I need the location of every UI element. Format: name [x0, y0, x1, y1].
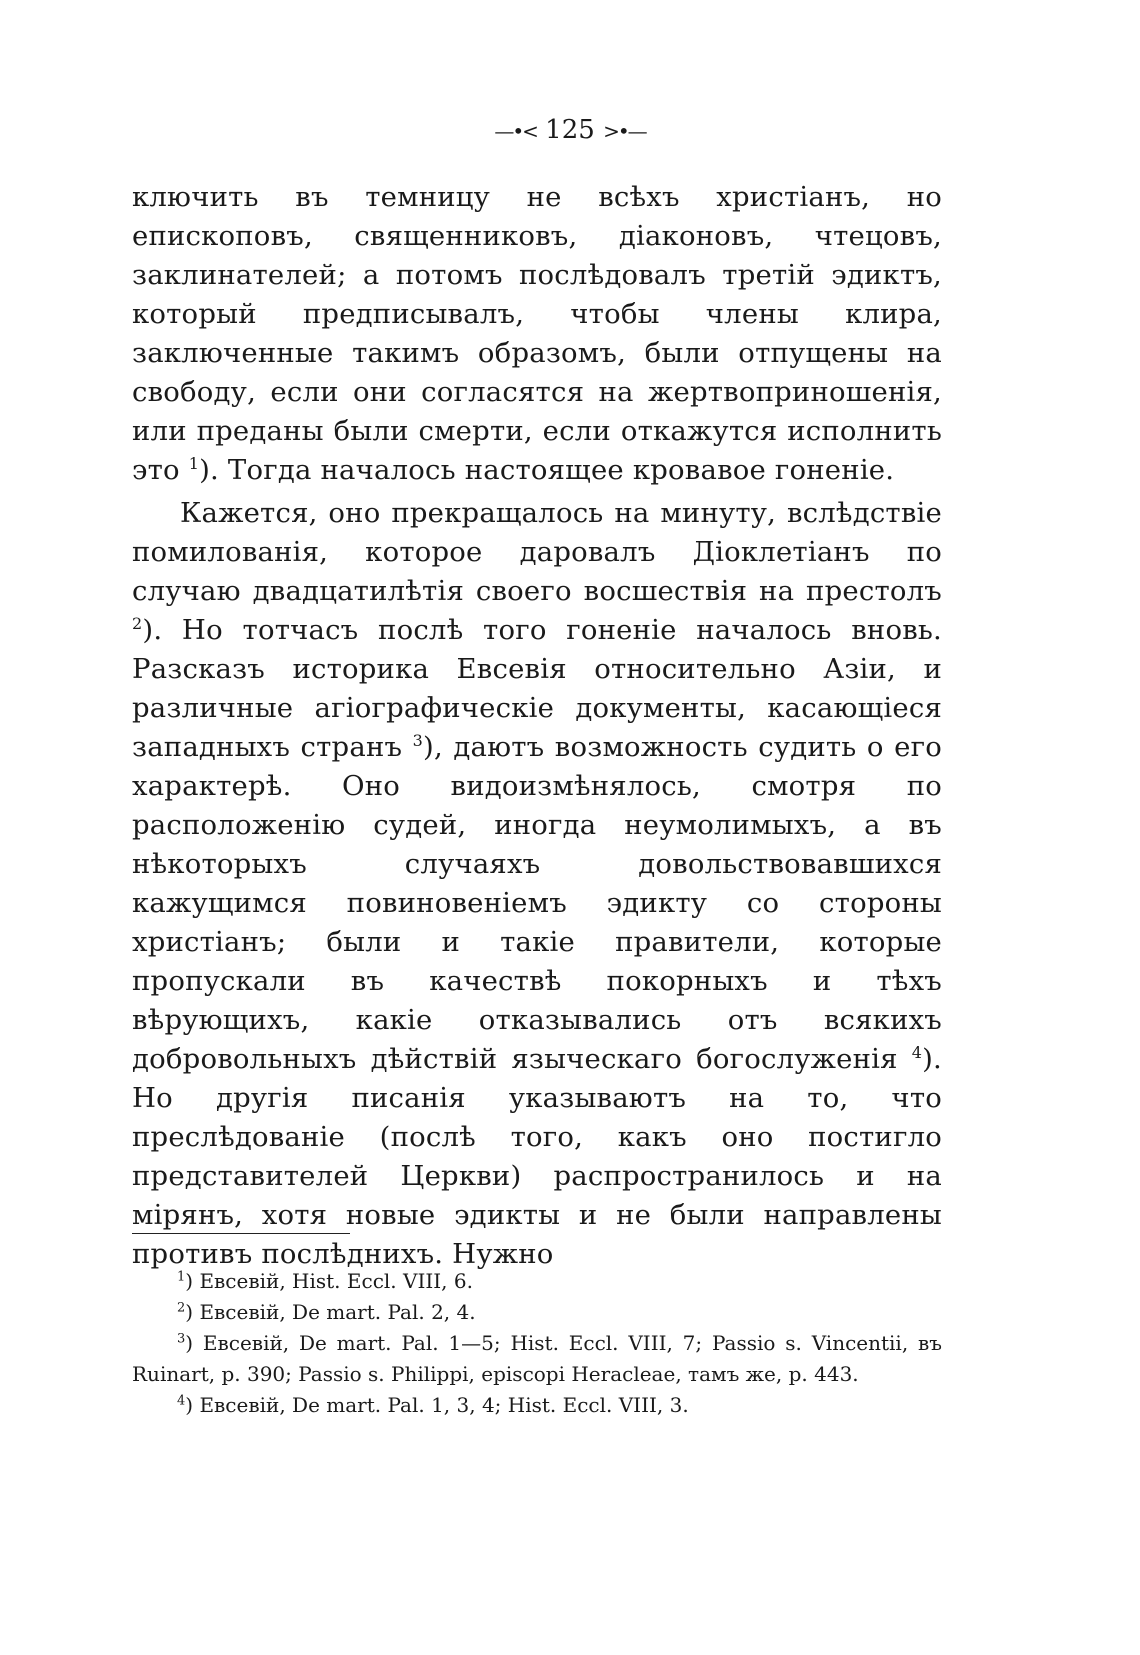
footnote-divider [132, 1233, 350, 1234]
footnote-text: ) Евсевій, Hist. Eccl. VIII, 6. [185, 1269, 473, 1293]
ornament-left: —•< [494, 119, 537, 143]
paragraph-1 [132, 178, 942, 490]
footnote-number: 4 [177, 1393, 186, 1409]
paragraph-text: ). Но тотчасъ послѣ того гоненіе началось вновь. Разсказъ историка Евсевія относительно Азіи, и различные агіографическіе документы, касающіеся западныхъ странъ [132, 614, 942, 763]
paragraph-text: ). Тогда началось настоящее кровавое гоненіе. [199, 454, 895, 486]
footnote-ref-3: 3 [412, 730, 424, 750]
footnote-ref-2: 2 [132, 613, 143, 633]
footnote-number: 3 [177, 1331, 186, 1347]
footnote [132, 1297, 942, 1328]
footnotes [132, 1266, 942, 1421]
paragraph-text: Кажется, оно прекращалось на минуту, вслѣдствіе помилованія, которое даровалъ Діоклетіанъ по случаю двадцатилѣтія своего восшествія на престолъ [132, 497, 942, 607]
footnote-text: ) Евсевій, De mart. Pal. 2, 4. [185, 1300, 476, 1324]
page-number: 125 [545, 115, 595, 145]
page-header [0, 115, 1140, 145]
main-text [132, 178, 942, 1274]
footnote [132, 1390, 942, 1421]
paragraph-text: ). Но другія писанія указываютъ на то, что преслѣдованіе (послѣ того, какъ оно постигло представителей Церкви) распространилось и на мірянъ, хотя новые эдикты и не были направлены противъ послѣднихъ. Нужно [132, 1043, 942, 1270]
paragraph-text: ), даютъ возможность судить о его характерѣ. Оно видоизмѣнялось, смотря по расположенію судей, иногда неумолимыхъ, а въ нѣкоторыхъ случаяхъ довольствовавшихся кажущимся повиновеніемъ эдикту со стороны христіанъ; были и такіе правители, которые пропускали въ качествѣ покорныхъ и тѣхъ вѣрующихъ, какіе отказывались отъ всякихъ добровольныхъ дѣйствій языческаго богослуженія [132, 731, 942, 1075]
footnote [132, 1328, 942, 1390]
paragraph-text: ключить въ темницу не всѣхъ христіанъ, но епископовъ, священниковъ, діаконовъ, чтецовъ, заклинателей; а потомъ послѣдовалъ третій эдиктъ, который предписывалъ, чтобы члены клира, заключенные такимъ образомъ, были отпущены на свободу, если они согласятся на жертвоприношенія, или преданы были смерти, если откажутся исполнить это [132, 181, 942, 486]
paragraph-2 [132, 494, 942, 1274]
footnote [132, 1266, 942, 1297]
footnote-ref-1: 1 [188, 453, 200, 473]
footnote-number: 2 [177, 1300, 186, 1316]
ornament-right: >•— [603, 119, 646, 143]
footnote-text: ) Евсевій, De mart. Pal. 1—5; Hist. Eccl. VIII, 7; Passio s. Vincentii, въ Ruinart, p. 390; Passio s. Philippi, episcopi Heracleae, тамъ же, p. 443. [132, 1331, 942, 1386]
footnote-number: 1 [177, 1269, 186, 1285]
footnote-text: ) Евсевій, De mart. Pal. 1, 3, 4; Hist. Eccl. VIII, 3. [185, 1393, 689, 1417]
footnote-ref-4: 4 [911, 1042, 923, 1062]
